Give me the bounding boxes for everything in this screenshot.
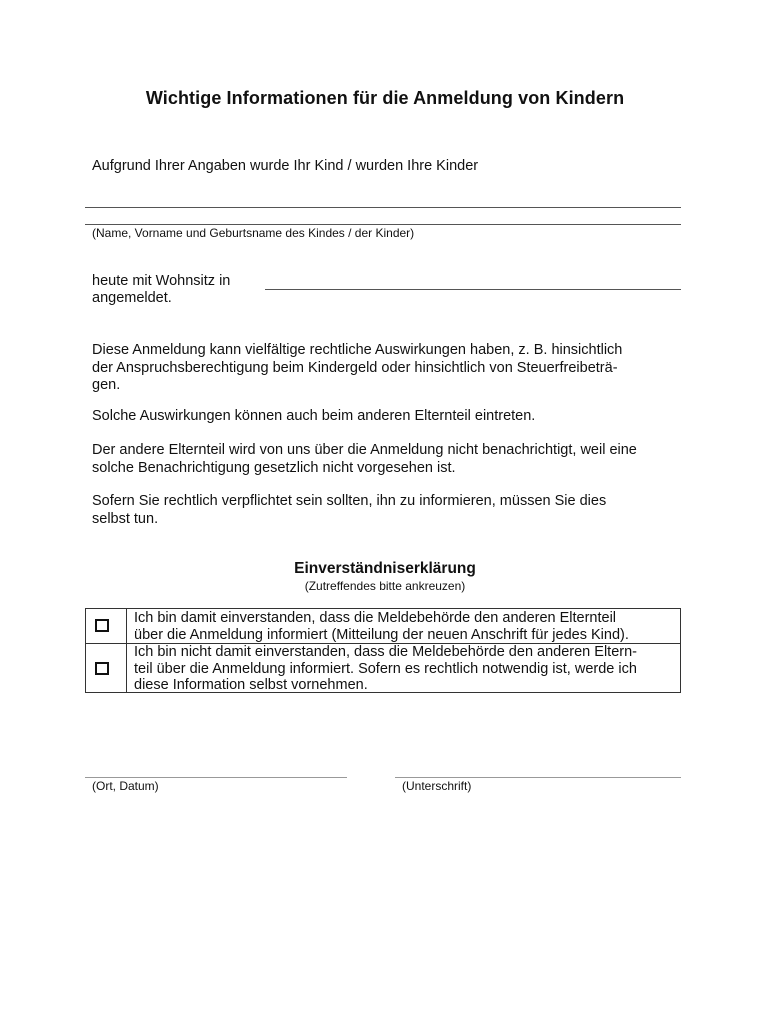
paragraph-line: gen. xyxy=(92,377,121,393)
consent-line: Ich bin nicht damit einverstanden, dass die Meldebehörde den anderen Eltern- xyxy=(134,644,637,660)
paragraph-line: Diese Anmeldung kann vielfältige rechtliche Auswirkungen haben, z. B. hinsichtlich xyxy=(92,342,623,358)
intro-line: Aufgrund Ihrer Angaben wurde Ihr Kind / wurden Ihre Kinder xyxy=(92,158,479,174)
residence-fill-line[interactable] xyxy=(265,289,681,290)
name-fill-line[interactable] xyxy=(85,207,681,208)
consent-option-disagree xyxy=(86,643,680,692)
consent-table xyxy=(85,608,681,693)
paragraph-effects xyxy=(92,342,682,395)
place-date-fill-line[interactable] xyxy=(85,777,347,778)
name-fill-line-2[interactable] xyxy=(85,224,681,225)
consent-option-agree xyxy=(86,609,680,644)
consent-heading: Einverständniserklärung xyxy=(294,560,476,577)
document-title: Wichtige Informationen für die Anmeldung von Kindern xyxy=(145,88,625,108)
consent-subheading: (Zutreffendes bitte ankreuzen) xyxy=(304,579,466,593)
paragraph-line: selbst tun. xyxy=(92,510,159,527)
consent-line: über die Anmeldung informiert (Mitteilung der neuen Anschrift für jedes Kind). xyxy=(134,626,629,643)
consent-line: diese Information selbst vornehmen. xyxy=(134,677,368,693)
residence-line-1: heute mit Wohnsitz in xyxy=(92,273,231,289)
signature-caption: (Unterschrift) xyxy=(402,779,472,793)
residence-line-2: angemeldet. xyxy=(92,290,172,306)
agree-checkbox[interactable] xyxy=(95,619,109,632)
signature-fill-line[interactable] xyxy=(395,777,681,778)
consent-option-text xyxy=(134,610,679,643)
paragraph-line: Sofern Sie rechtlich verpflichtet sein sollten, ihn zu informieren, müssen Sie dies xyxy=(92,493,607,509)
consent-option-text xyxy=(134,644,679,694)
checkbox-cell xyxy=(86,609,127,643)
paragraph-other-parent xyxy=(92,408,682,426)
paragraph-line: der Anspruchsberechtigung beim Kindergeld oder hinsichtlich von Steuerfreibeträ- xyxy=(92,359,618,376)
consent-line: teil über die Anmeldung informiert. Sofern es rechtlich notwendig ist, werde ich xyxy=(134,660,637,677)
paragraph-no-notification xyxy=(92,442,682,477)
paragraph-line: solche Benachrichtigung gesetzlich nicht vorgesehen ist. xyxy=(92,459,456,476)
place-date-caption: (Ort, Datum) xyxy=(92,779,159,793)
paragraph-line: Solche Auswirkungen können auch beim anderen Elternteil eintreten. xyxy=(92,408,536,424)
name-field-caption: (Name, Vorname und Geburtsname des Kindes / der Kinder) xyxy=(92,226,415,240)
disagree-checkbox[interactable] xyxy=(95,662,109,675)
consent-line: Ich bin damit einverstanden, dass die Meldebehörde den anderen Elternteil xyxy=(134,610,617,626)
paragraph-line: Der andere Elternteil wird von uns über die Anmeldung nicht benachrichtigt, weil eine xyxy=(92,442,637,458)
checkbox-cell xyxy=(86,643,127,692)
paragraph-obligation xyxy=(92,493,682,528)
